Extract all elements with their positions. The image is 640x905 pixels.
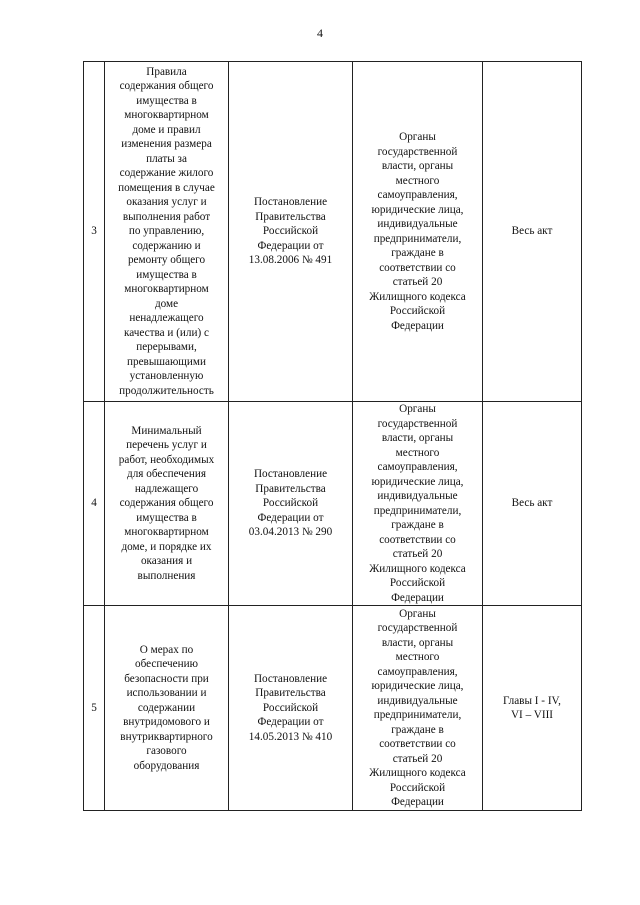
row-number-cell: 4 <box>84 402 105 606</box>
subjects-cell: Органы государственной власти, органы местного самоуправления, юридические лица, индивидуальные предприниматели, граждане в соответствии со статьей 20 Жилищного кодекса Российской Федерации <box>353 62 483 402</box>
act-details-cell: Постановление Правительства Российской Федерации от 03.04.2013 № 290 <box>229 402 353 606</box>
table-row <box>84 62 582 402</box>
scope-cell: Весь акт <box>483 402 582 606</box>
row-number-cell: 3 <box>84 62 105 402</box>
act-name-cell: Правила содержания общего имущества в многоквартирном доме и правил изменения размера платы за содержание жилого помещения в случае оказания услуг и выполнения работ по управлению, содержанию и ремонту общего имущества в многоквартирном доме ненадлежащего качества и (или) с перерывами, превышающими установленную продолжительность <box>105 62 229 402</box>
table-row <box>84 606 582 811</box>
act-name-cell: Минимальный перечень услуг и работ, необходимых для обеспечения надлежащего содержания общего имущества в многоквартирном доме, и порядке их оказания и выполнения <box>105 402 229 606</box>
row-number-cell: 5 <box>84 606 105 811</box>
act-details-cell: Постановление Правительства Российской Федерации от 14.05.2013 № 410 <box>229 606 353 811</box>
legal-acts-table <box>83 61 582 811</box>
subjects-cell: Органы государственной власти, органы местного самоуправления, юридические лица, индивидуальные предприниматели, граждане в соответствии со статьей 20 Жилищного кодекса Российской Федерации <box>353 402 483 606</box>
page-number: 4 <box>317 26 323 40</box>
subjects-cell: Органы государственной власти, органы местного самоуправления, юридические лица, индивидуальные предприниматели, граждане в соответствии со статьей 20 Жилищного кодекса Российской Федерации <box>353 606 483 811</box>
scope-cell: Весь акт <box>483 62 582 402</box>
scope-cell: Главы I - IV, VI – VIII <box>483 606 582 811</box>
act-details-cell: Постановление Правительства Российской Федерации от 13.08.2006 № 491 <box>229 62 353 402</box>
table-row <box>84 402 582 606</box>
act-name-cell: О мерах по обеспечению безопасности при использовании и содержании внутридомового и внутриквартирного газового оборудования <box>105 606 229 811</box>
